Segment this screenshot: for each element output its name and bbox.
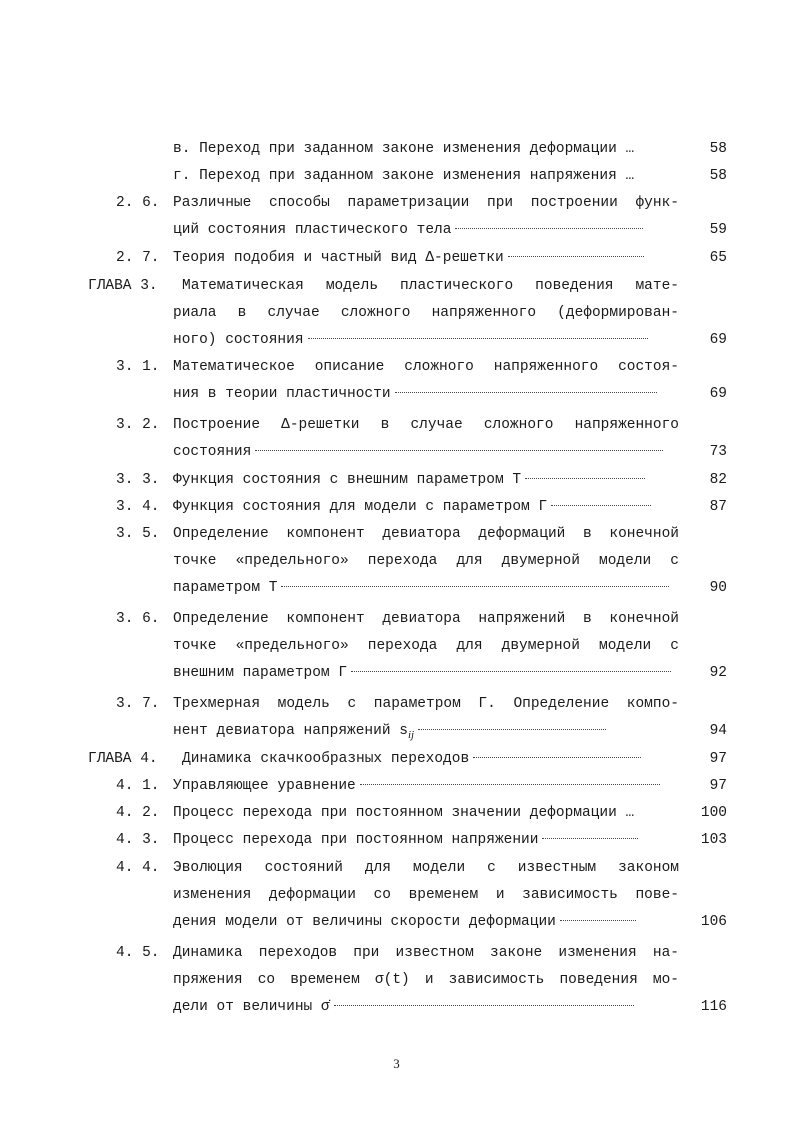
toc-entry [0, 606, 793, 633]
leader-dots [255, 449, 663, 451]
toc-entry-title: риала в случае сложного напряженного (деформирован- [173, 305, 679, 321]
toc-entry-continuation [0, 882, 793, 909]
toc-entry-continuation [0, 548, 793, 575]
leader-dots [281, 585, 669, 587]
toc-entry-page: 100 [700, 805, 727, 821]
toc-chapter-number: ГЛАВА 3. [88, 278, 158, 294]
toc-entry-number: 2. 7. [116, 250, 160, 266]
toc-entry-number: 4. 3. [116, 832, 160, 848]
toc-entry-number: 3. 5. [116, 526, 160, 542]
toc-entry-title: Определение компонент девиатора деформаций в конечной [173, 526, 679, 542]
toc-entry-title: Управляющее уравнение [173, 778, 356, 794]
toc-entry-number: 4. 5. [116, 945, 160, 961]
toc-entry-page: 65 [709, 250, 727, 266]
toc-entry-continuation [0, 439, 793, 466]
leader-dots [551, 504, 651, 506]
toc-entry-number: 3. 4. [116, 499, 160, 515]
toc-entry-page: 103 [700, 832, 727, 848]
toc-entry-title: нент девиатора напряжений s [173, 723, 408, 739]
toc-entry-title: Эволюция состояний для модели с известным законом [173, 860, 679, 876]
toc-entry-number: 4. 2. [116, 805, 160, 821]
table-of-contents [0, 136, 793, 1021]
toc-entry-title: дения модели от величины скорости деформации [173, 914, 556, 930]
leader-dots [351, 670, 671, 672]
toc-entry-title: Определение компонент девиатора напряжений в конечной [173, 611, 679, 627]
subscript-ij: ij [407, 728, 415, 741]
leader-dots [360, 783, 660, 785]
toc-entry-page: 59 [709, 222, 727, 238]
toc-entry-title: ния в теории пластичности [173, 386, 391, 402]
page-number: 3 [393, 1056, 400, 1071]
leader-dots [395, 391, 657, 393]
toc-entry-continuation [0, 718, 793, 745]
toc-entry-continuation [0, 633, 793, 660]
toc-entry [0, 827, 793, 854]
leader-dots [525, 477, 645, 479]
toc-entry-page: 92 [709, 665, 727, 681]
toc-entry-title: Процесс перехода при постоянном напряжении [173, 832, 539, 848]
toc-entry-continuation [0, 575, 793, 602]
toc-entry [0, 855, 793, 882]
toc-entry [0, 940, 793, 967]
toc-entry-title: пряжения со временем σ(t) и зависимость поведения мо- [173, 972, 679, 988]
toc-entry [0, 136, 793, 163]
toc-entry-title: параметром T [173, 580, 278, 596]
toc-entry-page: 97 [709, 751, 727, 767]
toc-entry-page: 58 [709, 168, 727, 184]
toc-entry-page: 69 [709, 332, 727, 348]
toc-entry-continuation [0, 217, 793, 244]
toc-entry-title: изменения деформации со временем и зависимость пове- [173, 887, 679, 903]
toc-entry [0, 521, 793, 548]
toc-entry-title: ного) состояния [173, 332, 304, 348]
leader-dots [455, 227, 643, 229]
toc-entry-number: 3. 3. [116, 472, 160, 488]
toc-chapter-number: ГЛАВА 4. [88, 751, 158, 767]
toc-entry-title: в. Переход при заданном законе изменения деформации … [173, 141, 635, 157]
leader-dots [542, 837, 638, 839]
toc-entry-page: 97 [709, 778, 727, 794]
toc-entry [0, 190, 793, 217]
toc-entry-title: Функция состояния для модели с параметром Г [173, 499, 548, 515]
toc-entry-title: Математическое описание сложного напряженного состоя- [173, 359, 679, 375]
toc-entry [0, 245, 793, 272]
leader-dots [508, 255, 644, 257]
toc-entry-page: 73 [709, 444, 727, 460]
toc-entry [0, 354, 793, 381]
toc-entry-title: дели от величины σ̇ [173, 999, 330, 1015]
toc-entry-number: 4. 4. [116, 860, 160, 876]
toc-entry-continuation [0, 994, 793, 1021]
toc-entry-title: Динамика скачкообразных переходов [182, 751, 470, 767]
toc-entry-title: Процесс перехода при постоянном значении деформации … [173, 805, 635, 821]
toc-entry-title: внешним параметром Г [173, 665, 348, 681]
toc-entry-number: 4. 1. [116, 778, 160, 794]
toc-entry [0, 800, 793, 827]
toc-entry-title: Построение Δ-решетки в случае сложного напряженного [173, 417, 679, 433]
toc-entry-page: 90 [709, 580, 727, 596]
toc-entry [0, 746, 793, 773]
leader-dots [418, 728, 606, 730]
toc-entry [0, 412, 793, 439]
toc-entry-title: ций состояния пластического тела [173, 222, 452, 238]
toc-entry-page: 116 [700, 999, 727, 1015]
toc-entry-number: 3. 6. [116, 611, 160, 627]
leader-dots [560, 919, 636, 921]
toc-entry-number: 2. 6. [116, 195, 160, 211]
toc-entry-continuation [0, 909, 793, 936]
toc-entry-continuation [0, 300, 793, 327]
toc-entry-title: Различные способы параметризации при построении функ- [173, 195, 679, 211]
toc-entry-title: точке «предельного» перехода для двумерной модели с [173, 553, 679, 569]
toc-entry-title: Трехмерная модель с параметром Г. Определение компо- [173, 696, 679, 712]
toc-entry [0, 273, 793, 300]
toc-entry-title: Динамика переходов при известном законе изменения на- [173, 945, 679, 961]
toc-entry [0, 773, 793, 800]
toc-entry [0, 163, 793, 190]
toc-entry-page: 69 [709, 386, 727, 402]
toc-entry-page: 94 [709, 723, 727, 739]
toc-entry [0, 467, 793, 494]
toc-entry-page: 87 [709, 499, 727, 515]
toc-entry-page: 58 [709, 141, 727, 157]
toc-entry-number: 3. 2. [116, 417, 160, 433]
toc-entry-title: точке «предельного» перехода для двумерной модели с [173, 638, 679, 654]
leader-dots [334, 1004, 634, 1006]
toc-entry-title: состояния [173, 444, 252, 460]
leader-dots [308, 337, 648, 339]
toc-entry-number: 3. 1. [116, 359, 160, 375]
toc-entry-continuation [0, 660, 793, 687]
toc-entry-continuation [0, 967, 793, 994]
toc-entry [0, 691, 793, 718]
toc-entry-continuation [0, 327, 793, 354]
toc-entry-continuation [0, 381, 793, 408]
leader-dots [473, 756, 641, 758]
toc-entry-title: Функция состояния с внешним параметром T [173, 472, 522, 488]
toc-entry-title: Математическая модель пластического поведения мате- [182, 278, 679, 294]
toc-entry-title: Теория подобия и частный вид Δ-решетки [173, 250, 504, 266]
toc-entry-number: 3. 7. [116, 696, 160, 712]
toc-entry-page: 106 [700, 914, 727, 930]
toc-entry [0, 494, 793, 521]
toc-entry-page: 82 [709, 472, 727, 488]
toc-entry-title: г. Переход при заданном законе изменения напряжения … [173, 168, 635, 184]
